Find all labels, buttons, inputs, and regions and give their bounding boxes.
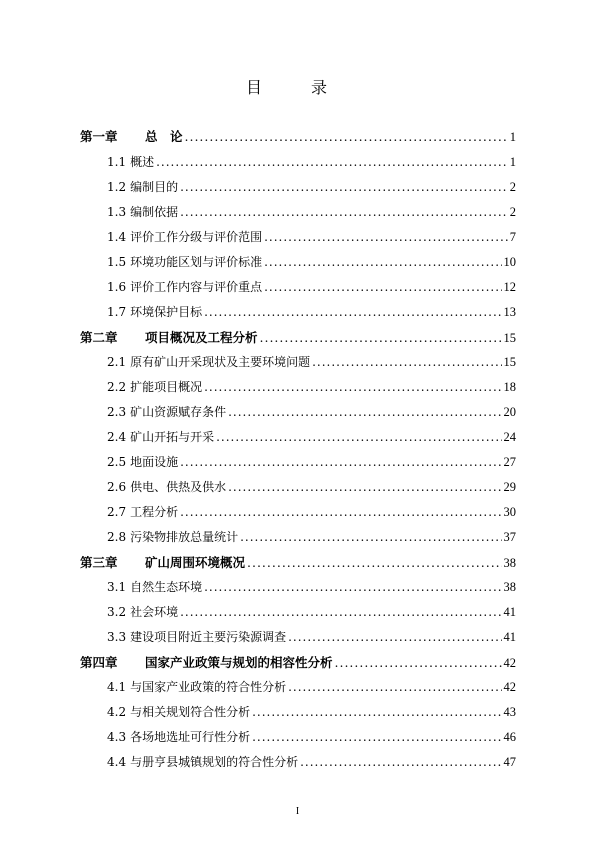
page-number: 7 [509, 230, 516, 244]
toc-section-2-1[interactable] [107, 353, 516, 370]
dot-leader [288, 630, 501, 644]
section-number: 3.1 [107, 580, 127, 594]
toc-section-2-2[interactable] [107, 378, 516, 395]
section-number: 2.8 [107, 530, 127, 544]
page-number: 42 [503, 656, 516, 670]
section-title: 污染物排放总量统计 [130, 530, 239, 544]
toc-section-3-2[interactable] [107, 603, 516, 620]
section-number: 4.4 [107, 755, 127, 769]
toc-chapter-4[interactable] [80, 653, 516, 671]
section-number: 2.7 [107, 505, 127, 519]
page-number: 24 [503, 430, 516, 444]
toc-section-4-3[interactable] [107, 728, 516, 745]
dot-leader [264, 255, 501, 269]
dot-leader [252, 730, 501, 744]
dot-leader [204, 580, 501, 594]
page-number: 37 [503, 530, 516, 544]
chapter-title: 国家产业政策与规划的相容性分析 [145, 655, 333, 670]
chapter-title: 总 论 [145, 129, 183, 144]
chapter-title: 项目概况及工程分析 [145, 330, 258, 345]
dot-leader [204, 380, 501, 394]
section-title: 与国家产业政策的符合性分析 [130, 680, 287, 694]
dot-leader [180, 505, 501, 519]
page-number: 20 [503, 405, 516, 419]
toc-section-2-8[interactable] [107, 528, 516, 545]
toc-section-1-1[interactable] [107, 153, 516, 170]
toc-section-1-6[interactable] [107, 278, 516, 295]
page-number: 10 [503, 255, 516, 269]
section-title: 建设项目附近主要污染源调查 [130, 630, 287, 644]
dot-leader [204, 305, 501, 319]
toc-section-1-3[interactable] [107, 203, 516, 220]
dot-leader [156, 155, 508, 169]
section-title: 地面设施 [130, 455, 179, 469]
dot-leader [260, 330, 502, 345]
section-number: 1.5 [107, 255, 127, 269]
dot-leader [300, 755, 501, 769]
page-number: 46 [503, 730, 516, 744]
toc-section-1-2[interactable] [107, 178, 516, 195]
page-number: 27 [503, 455, 516, 469]
dot-leader [252, 705, 501, 719]
dot-leader [180, 455, 501, 469]
toc-section-2-5[interactable] [107, 453, 516, 470]
section-title: 矿山资源赋存条件 [130, 405, 227, 419]
section-title: 编制依据 [130, 205, 179, 219]
toc-section-2-7[interactable] [107, 503, 516, 520]
chapter-title: 矿山周围环境概况 [145, 555, 246, 570]
section-number: 4.2 [107, 705, 127, 719]
page-number: 18 [503, 380, 516, 394]
page-number: 2 [509, 180, 516, 194]
section-title: 与册亨县城镇规划的符合性分析 [130, 755, 299, 769]
toc-section-4-2[interactable] [107, 703, 516, 720]
page-number: 15 [503, 331, 516, 345]
section-number: 3.3 [107, 630, 127, 644]
toc-section-1-4[interactable] [107, 228, 516, 245]
dot-leader [264, 280, 501, 294]
section-title: 工程分析 [130, 505, 179, 519]
toc-section-2-4[interactable] [107, 428, 516, 445]
section-title: 评价工作分级与评价范围 [130, 230, 263, 244]
section-number: 4.3 [107, 730, 127, 744]
toc-section-2-3[interactable] [107, 403, 516, 420]
toc-section-4-1[interactable] [107, 678, 516, 695]
section-title: 自然生态环境 [130, 580, 203, 594]
page-number: 1 [509, 130, 516, 144]
dot-leader [185, 129, 508, 144]
chapter-number: 第二章 [80, 330, 118, 345]
dot-leader [180, 180, 508, 194]
section-number: 1.1 [107, 155, 127, 169]
section-title: 社会环境 [130, 605, 179, 619]
toc-section-3-3[interactable] [107, 628, 516, 645]
dot-leader [240, 530, 501, 544]
section-number: 1.6 [107, 280, 127, 294]
section-title: 环境保护目标 [130, 305, 203, 319]
section-number: 1.7 [107, 305, 127, 319]
dot-leader [264, 230, 508, 244]
dot-leader [247, 555, 501, 570]
toc-title: 目 录 [245, 78, 350, 97]
toc-section-1-7[interactable] [107, 303, 516, 320]
section-title: 环境功能区划与评价标准 [130, 255, 263, 269]
page-number: 12 [503, 280, 516, 294]
page-number: 43 [503, 705, 516, 719]
page-footer-number: I [295, 806, 300, 817]
section-title: 评价工作内容与评价重点 [130, 280, 263, 294]
chapter-number: 第四章 [80, 655, 118, 670]
toc-section-3-1[interactable] [107, 578, 516, 595]
page-number: 38 [503, 556, 516, 570]
section-title: 矿山开拓与开采 [130, 430, 215, 444]
page-number: 29 [503, 480, 516, 494]
page-number: 1 [509, 155, 516, 169]
page-number: 30 [503, 505, 516, 519]
section-number: 2.5 [107, 455, 127, 469]
toc-chapter-3[interactable] [80, 553, 516, 571]
section-number: 1.3 [107, 205, 127, 219]
dot-leader [288, 680, 501, 694]
dot-leader [228, 480, 501, 494]
section-title: 编制目的 [130, 180, 179, 194]
dot-leader [180, 605, 501, 619]
section-number: 2.3 [107, 405, 127, 419]
section-number: 2.1 [107, 355, 127, 369]
page-number: 13 [503, 305, 516, 319]
toc-chapter-1[interactable] [80, 127, 516, 145]
toc-section-4-4[interactable] [107, 753, 516, 770]
section-title: 概述 [130, 155, 155, 169]
section-title: 扩能项目概况 [130, 380, 203, 394]
chapter-number: 第三章 [80, 555, 118, 570]
toc-section-1-5[interactable] [107, 253, 516, 270]
section-number: 2.6 [107, 480, 127, 494]
page-number: 42 [503, 680, 516, 694]
section-number: 3.2 [107, 605, 127, 619]
page-number: 2 [509, 205, 516, 219]
section-number: 4.1 [107, 680, 127, 694]
toc-chapter-2[interactable] [80, 328, 516, 346]
dot-leader [180, 205, 508, 219]
dot-leader [312, 355, 501, 369]
dot-leader [335, 655, 502, 670]
page-number: 15 [503, 355, 516, 369]
section-title: 原有矿山开采现状及主要环境问题 [130, 355, 311, 369]
section-number: 2.4 [107, 430, 127, 444]
section-number: 1.4 [107, 230, 127, 244]
section-title: 与相关规划符合性分析 [130, 705, 251, 719]
page-number: 41 [503, 630, 516, 644]
dot-leader [216, 430, 501, 444]
toc-section-2-6[interactable] [107, 478, 516, 495]
page-number: 41 [503, 605, 516, 619]
page-number: 47 [503, 755, 516, 769]
section-number: 1.2 [107, 180, 127, 194]
section-title: 供电、供热及供水 [130, 480, 227, 494]
section-title: 各场地选址可行性分析 [130, 730, 251, 744]
page-number: 38 [503, 580, 516, 594]
dot-leader [228, 405, 501, 419]
chapter-number: 第一章 [80, 129, 118, 144]
section-number: 2.2 [107, 380, 127, 394]
